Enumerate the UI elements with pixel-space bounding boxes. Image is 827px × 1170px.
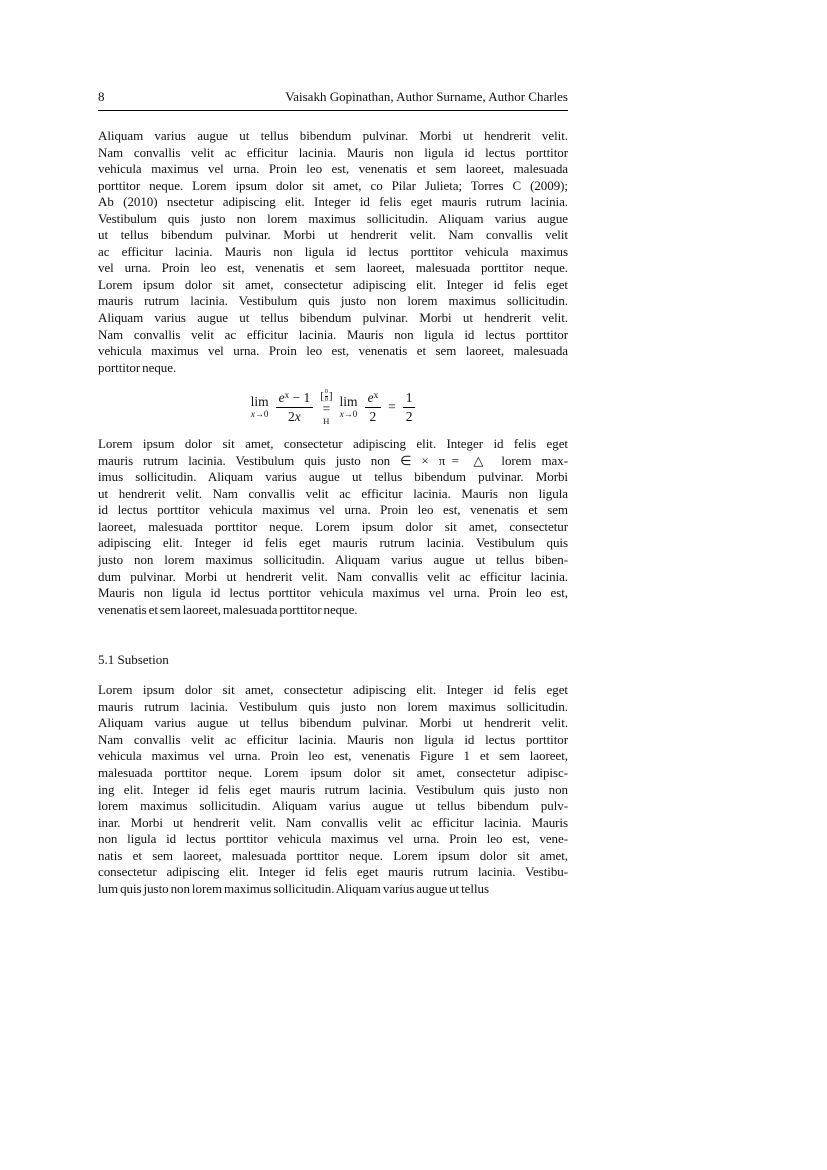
fraction-one-half [403,390,416,424]
text-line: dum pulvinar. Morbi ut hendrerit velit. Nam convallis velit ac efficitur lacinia. [98,568,568,584]
fraction-denominator: 2 [403,407,416,425]
annotated-equals-sign: = [322,401,331,417]
lhopital-annotated-equals [320,389,332,425]
paragraph-1 [98,128,568,376]
text-line: Aliquam varius augue ut tellus bibendum pulvinar. Morbi ut hendrerit velit. [98,128,568,143]
text-line: vel urna. Proin leo est, venenatis et sem laoreet, malesuada porttitor neque. [98,260,568,276]
text-line: Nam convallis velit ac efficitur lacinia. Mauris non ligula id lectus porttitor [98,326,568,342]
text-line: Vestibulum quis justo non lorem maximus sollicitudin. Aliquam varius augue [98,210,568,226]
equals-sign: = [388,399,396,415]
fraction-numerator: $e^x - 1$ [278,390,311,406]
text-line: Aliquam varius augue ut tellus bibendum pulvinar. Morbi ut hendrerit velit. [98,310,568,326]
text-line: laoreet, malesuada porttitor neque. Lorem ipsum dolor sit amet, consectetur [98,518,568,534]
text-line: mauris rutrum lacinia. Vestibulum quis justo non ∈ × π = △ lorem max- [98,452,568,468]
display-equation [98,386,568,428]
text-line: Aliquam varius augue ut tellus bibendum pulvinar. Morbi ut hendrerit velit. [98,715,568,731]
text-line: Lorem ipsum dolor sit amet, consectetur adipiscing elit. Integer id felis eget [98,682,568,698]
text-line: Nam convallis velit ac efficitur lacinia. Mauris non ligula id lectus porttitor [98,144,568,160]
text-line: malesuada porttitor neque. Lorem ipsum dolor sit amet, consectetur adipisc- [98,764,568,780]
text-line: vehicula maximus vel urna. Proin leo est, venenatis et sem laoreet, malesuada [98,343,568,359]
running-head-authors: Vaisakh Gopinathan, Author Surname, Author Charles [285,89,568,104]
fraction-ex-minus-1-over-2x [276,390,314,424]
subsection-heading: 5.1 Subsetion [98,652,169,668]
fraction-denominator: 2 [365,407,382,425]
paragraph-3 [98,682,568,897]
text-line: porttitor neque. Lorem ipsum dolor sit amet, co Pilar Julieta; Torres C (2009); [98,177,568,193]
text-line: mauris rutrum lacinia. Vestibulum quis justo non lorem maximus sollicitudin. [98,293,568,309]
text-line: Lorem ipsum dolor sit amet, consectetur adipiscing elit. Integer id felis eget [98,436,568,452]
text-line: justo non lorem maximus sollicitudin. Aliquam varius augue ut tellus biben- [98,552,568,568]
text-column [98,0,568,897]
text-line: ut tellus bibendum pulvinar. Morbi ut hendrerit velit. Nam convallis velit [98,227,568,243]
fraction-numerator: $e^x$ [367,390,379,406]
limit-operator-1 [251,395,269,419]
text-line: venenatis et sem laoreet, malesuada porttitor neque. [98,601,358,617]
text-line: inar. Morbi ut hendrerit velit. Nam convallis velit ac efficitur lacinia. Mauris [98,814,568,830]
text-line: mauris rutrum lacinia. Vestibulum quis justo non lorem maximus sollicitudin. [98,698,568,714]
text-line: Ab (2010) nsectetur adipiscing elit. Integer id felis eget mauris rutrum lacinia. [98,194,568,210]
text-line: vehicula maximus vel urna. Proin leo est, venenatis et sem laoreet, malesuada [98,161,568,177]
paragraph-2 [98,436,568,618]
text-line: ing elit. Integer id felis eget mauris rutrum lacinia. Vestibulum quis justo non [98,781,568,797]
text-line: ac efficitur lacinia. Mauris non ligula id lectus porttitor vehicula maximus [98,243,568,259]
text-line: ut hendrerit velit. Nam convallis velit ac efficitur lacinia. Mauris non ligula [98,485,568,501]
text-line: lum quis justo non lorem maximus sollicitudin. Aliquam varius augue ut tellus [98,880,489,896]
text-line: vehicula maximus vel urna. Proin leo est, venenatis Figure 1 et sem laoreet, [98,748,568,764]
page-number: 8 [98,89,105,104]
zero-over-zero-annotation: [ 0 0 ] [320,388,333,403]
text-line: natis et sem laoreet, malesuada porttitor neque. Lorem ipsum dolor sit amet, [98,847,568,863]
lim-word: lim [250,394,269,410]
text-line: lorem maximus sollicitudin. Aliquam varius augue ut tellus bibendum pulv- [98,798,568,814]
text-line: imus sollicitudin. Aliquam varius augue ut tellus bibendum pulvinar. Morbi [98,469,568,485]
text-line: id lectus porttitor vehicula maximus vel urna. Proin leo est, venenatis et sem [98,502,568,518]
text-line: consectetur adipiscing elit. Integer id felis eget mauris rutrum lacinia. Vestibu- [98,864,568,880]
fraction-denominator: 2x [276,407,314,425]
text-line: Mauris non ligula id lectus porttitor vehicula maximus vel urna. Proin leo est, [98,585,568,601]
text-line: Nam convallis velit ac efficitur lacinia. Mauris non ligula id lectus porttitor [98,731,568,747]
lim-subscript: x→0 [250,408,269,419]
hopital-h-label: H [323,415,330,426]
text-line: Lorem ipsum dolor sit amet, consectetur adipiscing elit. Integer id felis eget [98,276,568,292]
text-line: non ligula id lectus porttitor vehicula maximus vel urna. Proin leo est, vene- [98,831,568,847]
running-header [98,90,568,111]
limit-operator-2 [340,395,358,419]
fraction-ex-over-2 [365,390,382,424]
lim-subscript: x→0 [339,408,358,419]
lim-word: lim [339,394,358,410]
fraction-numerator: 1 [405,390,413,406]
text-line: porttitor neque. [98,359,177,375]
text-line: adipiscing elit. Integer id felis eget mauris rutrum lacinia. Vestibulum quis [98,535,568,551]
